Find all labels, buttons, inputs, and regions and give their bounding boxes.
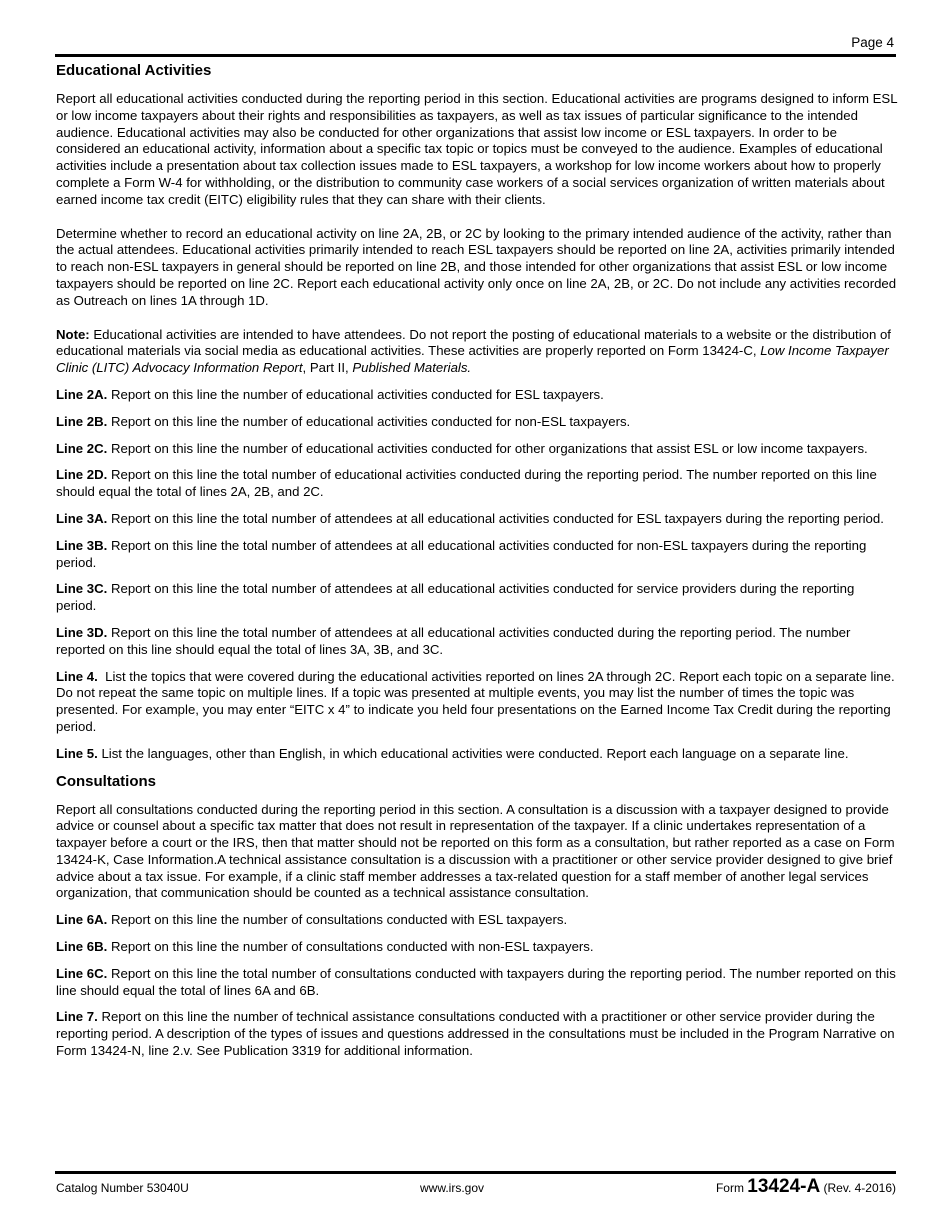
- website-link[interactable]: www.irs.gov: [420, 1181, 485, 1195]
- line-text: Report on this line the total number of attendees at all educational activities conducted for non-ESL taxpayers during the reporting period.: [56, 537, 867, 570]
- line-text: Report on this line the number of educational activities conducted for other organizations that assist ESL or low income taxpayers.: [107, 440, 868, 456]
- line-4-instruction: [56, 669, 898, 736]
- line-label: Line 3C.: [56, 581, 108, 597]
- line-text: Report on this line the total number of attendees at all educational activities conducted for ESL taxpayers during the reporting period.: [107, 510, 884, 526]
- line-7-instruction: [56, 1009, 898, 1059]
- line-6b-instruction: [56, 939, 898, 956]
- line-text: List the topics that were covered during the educational activities reported on lines 2A through 2C. Report each topic on a separate line. Do not repeat the same topic on multiple lines. If a topic was presented at multiple events, you may list the number of times the topic was presented. For example, you may enter “EITC x 4” to indicate you held four presentations on the Earned Income Tax Credit during the reporting period.: [56, 668, 899, 734]
- form-revision: (Rev. 4-2016): [820, 1181, 896, 1195]
- line-label: Line 2D.: [56, 467, 108, 483]
- educational-note: [56, 327, 898, 377]
- page-footer: [56, 1176, 896, 1200]
- line-label: Line 2C.: [56, 440, 108, 456]
- line-label: Line 2A.: [56, 386, 108, 402]
- catalog-number: Catalog Number 53040U: [56, 1181, 189, 1195]
- note-text: Educational activities are intended to have attendees. Do not report the posting of educational materials to a website or the distribution of educational materials via social media as educational activities. These activities are properly reported on Form 13424-C,: [56, 326, 891, 359]
- line-text: Report on this line the total number of consultations conducted with taxpayers during the reporting period. The number reported on this line should equal the total of lines 6A and 6B.: [56, 965, 896, 998]
- line-3a-instruction: [56, 511, 898, 528]
- line-label: Line 6C.: [56, 965, 108, 981]
- line-5-instruction: [56, 746, 898, 763]
- line-2a-instruction: [56, 387, 898, 404]
- line-2d-instruction: [56, 467, 898, 501]
- note-part-title: Published Materials.: [352, 360, 472, 376]
- consultations-heading: Consultations: [56, 772, 156, 790]
- line-text: Report on this line the number of educational activities conducted for non-ESL taxpayers.: [107, 413, 631, 429]
- line-text: Report on this line the number of technical assistance consultations conducted with a practitioner or other service provider during the reporting period. A description of the types of issues and questions addressed in the consultations must be included in the Program Narrative on Form 13424-N, line 2.v. See Publication 3319 for additional information.: [56, 1009, 895, 1059]
- line-2b-instruction: [56, 414, 898, 431]
- line-text: Report on this line the total number of attendees at all educational activities conducted during the reporting period. The number reported on this line should equal the total of lines 3A, 3B, and 3C.: [56, 624, 851, 657]
- educational-intro-paragraph-1: Report all educational activities conducted during the reporting period in this section. Educational activities are programs designed to inform ESL or low income taxpayers about their rights and responsibilities as taxpayers, as well as tax issues of particular significance to the intended audience. Educational activities may also be conducted for other organizations that assist low income or ESL taxpayers. In order to be considered an educational activity, information about a specific tax topic or topics must be conveyed to the audience. Examples of educational activities include a presentation about tax collection issues made to ESL taxpayers, a workshop for low income workers about how to properly complete a Form W-4 for withholding, or the distribution to community case workers of a social services organization of written materials about earned income tax credit (EITC) eligibility rules that they can share with their clients.: [56, 91, 898, 207]
- note-text-2: , Part II,: [302, 360, 353, 376]
- line-3c-instruction: [56, 581, 898, 615]
- line-label: Line 3A.: [56, 510, 108, 526]
- line-3b-instruction: [56, 538, 898, 572]
- line-3d-instruction: [56, 625, 898, 659]
- form-prefix: Form: [715, 1181, 748, 1195]
- educational-intro-paragraph-2: Determine whether to record an educational activity on line 2A, 2B, or 2C by looking to the primary intended audience of the activity, rather than the actual attendees. Educational activities primarily intended to reach ESL taxpayers should be reported on line 2A, activities primarily intended to reach non-ESL taxpayers in general should be reported on line 2B, and those intended for other organizations that assist ESL or low income taxpayers should be reported on line 2C. Report each educational activity only once on line 2A, 2B, or 2C. Do not include any activities recorded as Outreach on lines 1A through 1D.: [56, 225, 897, 308]
- line-text: Report on this line the number of educational activities conducted for ESL taxpayers.: [107, 386, 604, 402]
- line-6c-instruction: [56, 966, 898, 1000]
- line-text: Report on this line the total number of attendees at all educational activities conducted for service providers during the reporting period.: [56, 581, 855, 614]
- form-identifier: [716, 1176, 896, 1198]
- line-6a-instruction: [56, 912, 898, 929]
- line-label: Line 6B.: [56, 939, 108, 955]
- line-2c-instruction: [56, 441, 898, 458]
- line-label: Line 7.: [56, 1009, 98, 1025]
- line-label: Line 3D.: [56, 624, 108, 640]
- line-label: Line 2B.: [56, 413, 108, 429]
- line-label: Line 3B.: [56, 537, 108, 553]
- note-report-title: Low Income Taxpayer Clinic (LITC) Advocacy Information Report: [56, 343, 889, 376]
- page-number: Page 4: [851, 35, 894, 50]
- line-text: Report on this line the total number of educational activities conducted during the reporting period. The number reported on this line should equal the total of lines 2A, 2B, and 2C.: [56, 467, 877, 500]
- educational-activities-heading: Educational Activities: [56, 62, 212, 79]
- bottom-rule: [55, 1171, 896, 1174]
- line-text: Report on this line the number of consultations conducted with ESL taxpayers.: [107, 912, 568, 928]
- page-content: [56, 62, 898, 1070]
- line-label: Line 4.: [56, 668, 98, 684]
- top-rule: [55, 54, 896, 57]
- line-text: List the languages, other than English, in which educational activities were conducted. Report each language on a separate line.: [97, 745, 849, 761]
- line-label: Line 6A.: [56, 912, 108, 928]
- consultations-intro-paragraph: Report all consultations conducted during the reporting period in this section. A consultation is a discussion with a taxpayer designed to provide advice or counsel about a specific tax matter that does not result in representation of the taxpayer. If a clinic undertakes representation of a taxpayer before a court or the IRS, then that matter should not be reported on this form as a consultation, but rather reported as a case on Form 13424-K, Case Information.A technical assistance consultation is a discussion with a practitioner or other service provider designed to give brief advice about a tax issue. For example, if a clinic staff member addresses a tax-related question for a staff member of another legal services organization, that communication should be counted as a technical assistance consultation.: [56, 801, 895, 901]
- line-text: Report on this line the number of consultations conducted with non-ESL taxpayers.: [107, 939, 594, 955]
- form-number: 13424-A: [747, 1176, 821, 1197]
- line-label: Line 5.: [56, 745, 98, 761]
- note-label: Note:: [56, 326, 90, 342]
